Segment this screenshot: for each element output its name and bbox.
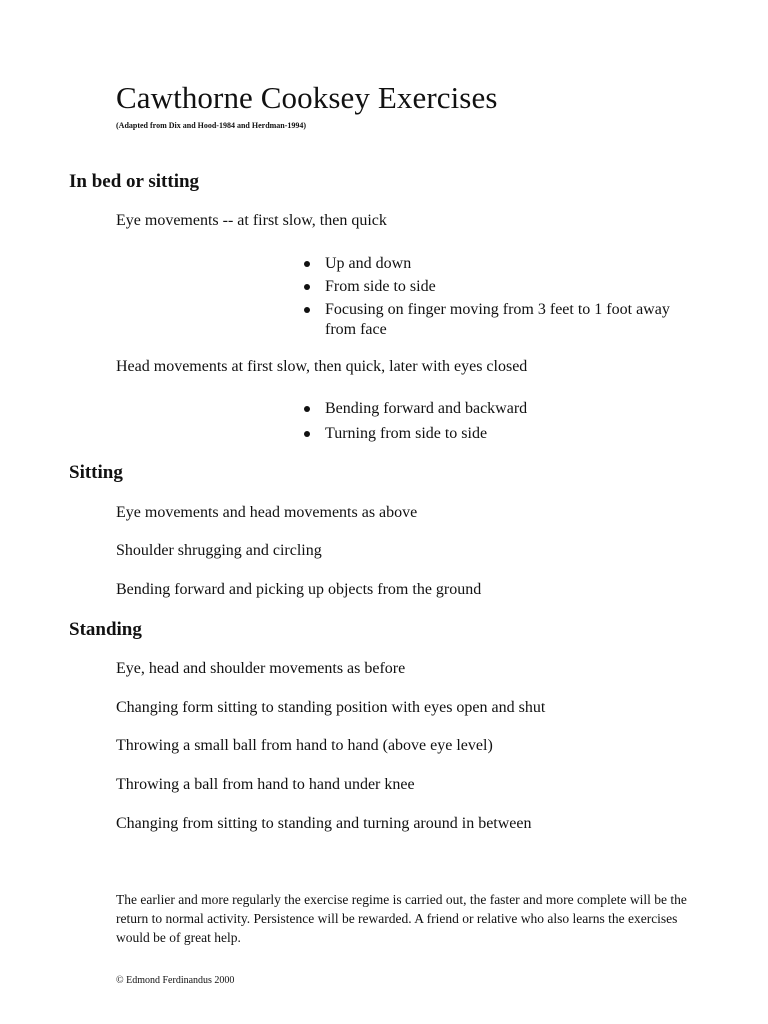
list-item-text: Up and down <box>325 255 412 272</box>
section-heading-in-bed-or-sitting: In bed or sitting <box>69 171 200 192</box>
list-item <box>303 399 675 419</box>
paragraph: Bending forward and picking up objects from the ground <box>116 581 482 598</box>
bullet-icon <box>304 261 310 267</box>
paragraph: Shoulder shrugging and circling <box>116 542 322 559</box>
list-item-text: Focusing on finger moving from 3 feet to 1 foot away from face <box>325 301 670 338</box>
bullet-icon <box>304 307 310 313</box>
list-item-text: Turning from side to side <box>325 425 488 442</box>
copyright-notice: © Edmond Ferdinandus 2000 <box>116 975 235 986</box>
section-heading-sitting: Sitting <box>69 462 123 483</box>
paragraph: Eye, head and shoulder movements as before <box>116 660 406 677</box>
paragraph: Throwing a small ball from hand to hand (above eye level) <box>116 737 493 754</box>
bullet-list-eye-movements <box>303 254 675 340</box>
paragraph: Eye movements and head movements as above <box>116 504 418 521</box>
bullet-icon <box>304 284 310 290</box>
footer-note: The earlier and more regularly the exercise regime is carried out, the faster and more complete will be the return to normal activity. Persistence will be rewarded. A friend or relative who also learns the exercises would be of great help. <box>116 892 687 945</box>
list-item <box>303 254 675 274</box>
list-item <box>303 277 675 297</box>
paragraph: Changing from sitting to standing and turning around in between <box>116 815 532 832</box>
paragraph: Changing form sitting to standing position with eyes open and shut <box>116 699 546 716</box>
paragraph-head-movements: Head movements at first slow, then quick, later with eyes closed <box>116 358 528 375</box>
bullet-icon <box>304 406 310 412</box>
document-title: Cawthorne Cooksey Exercises <box>116 80 498 115</box>
paragraph-eye-movements: Eye movements -- at first slow, then quick <box>116 212 387 229</box>
section-heading-standing: Standing <box>69 619 142 640</box>
list-item-text: From side to side <box>325 278 436 295</box>
list-item-text: Bending forward and backward <box>325 400 528 417</box>
bullet-icon <box>304 431 310 437</box>
list-item <box>303 300 675 340</box>
document-subtitle: (Adapted from Dix and Hood-1984 and Herdman-1994) <box>116 121 307 130</box>
paragraph: Throwing a ball from hand to hand under knee <box>116 776 415 793</box>
list-item <box>303 424 675 444</box>
bullet-list-head-movements <box>303 399 675 444</box>
